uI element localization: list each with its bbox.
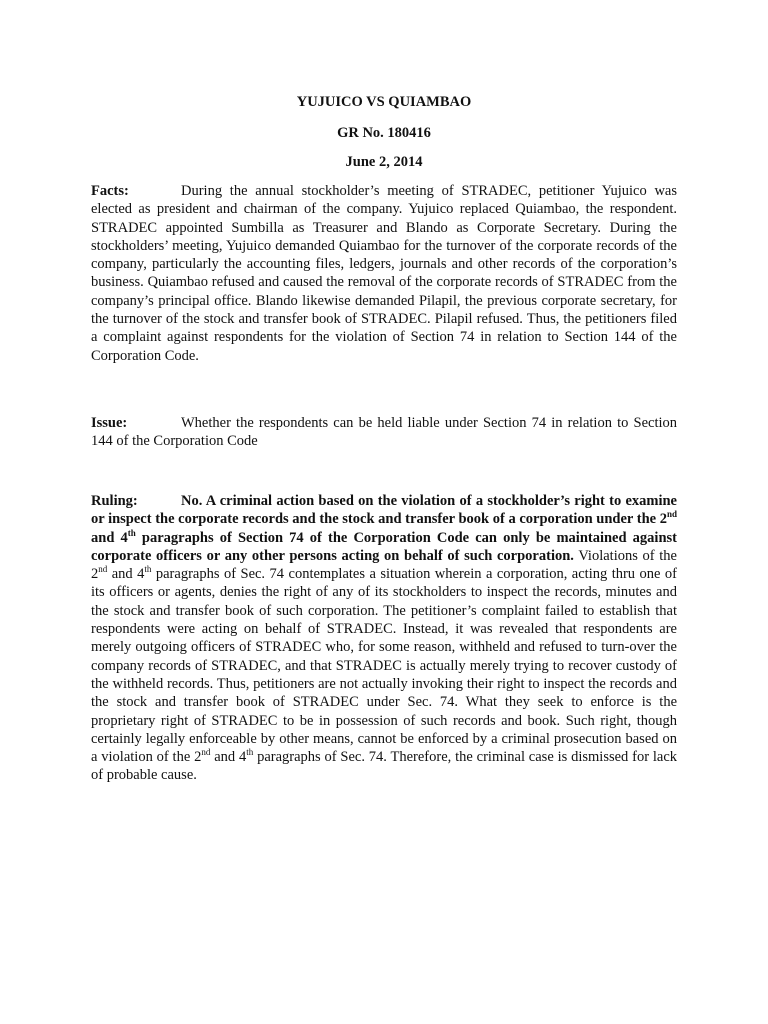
issue-label: Issue: bbox=[91, 415, 128, 431]
ruling-text: Violations of the 2nd and 4th paragraphs of Sec. 74 contemplates a situation wherein a corporation, acting thru one of its officers or agents, denies the right of any of its stockholders to inspect the records, minutes and the stock and transfer book of such corporation. The petitioner’s complaint failed to establish that respondents were acting on behalf of STRADEC. Instead, it was revealed that respondents are merely outgoing officers of STRADEC who, for some reason, withheld and refused to turn-over the company records of STRADEC, and that STRADEC is actually merely trying to recover custody of the withheld records. Thus, petitioners are not actually invoking their right to inspect the records and the stock and transfer book of STRADEC under Sec. 74. What they seek to enforce is the proprietary right of STRADEC to be in possession of such records and book. Such right, though certainly legally enforceable by other means, cannot be enforced by a criminal prosecution based on a violation of the 2nd and 4th paragraphs of Sec. 74. Therefore, the criminal case is dismissed for lack of probable cause. bbox=[91, 547, 678, 784]
issue-section bbox=[91, 414, 677, 451]
gr-number: GR No. 180416 bbox=[337, 125, 431, 141]
facts-section bbox=[91, 182, 677, 365]
facts-label: Facts: bbox=[91, 183, 129, 199]
facts-text: During the annual stockholder’s meeting of STRADEC, petitioner Yujuico was elected as president and chairman of the company. Yujuico replaced Quiambao, the respondent. STRADEC appointed Sumbilla as Treasurer and Blando as Corporate Secretary. During the stockholders’ meeting, Yujuico demanded Quiambao for the turnover of the corporate records of the company, particularly the accounting files, ledgers, journals and other records of the corporation’s business. Quiambao refused and caused the removal of the corporate records of STRADEC from the company’s principal office. Blando likewise demanded Pilapil, the previous corporate secretary, for the turnover of the stock and transfer book of STRADEC. Pilapil refused. Thus, the petitioners filed a complaint against respondents for the violation of Section 74 in relation to Section 144 of the Corporation Code. bbox=[91, 183, 677, 364]
ruling-section bbox=[91, 492, 677, 785]
decision-date: June 2, 2014 bbox=[345, 154, 423, 170]
ruling-holding: No. A criminal action based on the violation of a stockholder’s right to examine or inspect the corporate records and the stock and transfer book of a corporation under the 2nd and 4th paragraphs of Section 74 of the Corporation Code can only be maintained against corporate officers or any other persons acting on behalf of such corporation. bbox=[91, 493, 677, 564]
case-title: YUJUICO VS QUIAMBAO bbox=[296, 94, 472, 110]
issue-text: Whether the respondents can be held liable under Section 74 in relation to Section 144 of the Corporation Code bbox=[91, 415, 677, 450]
ruling-label: Ruling: bbox=[91, 493, 138, 509]
